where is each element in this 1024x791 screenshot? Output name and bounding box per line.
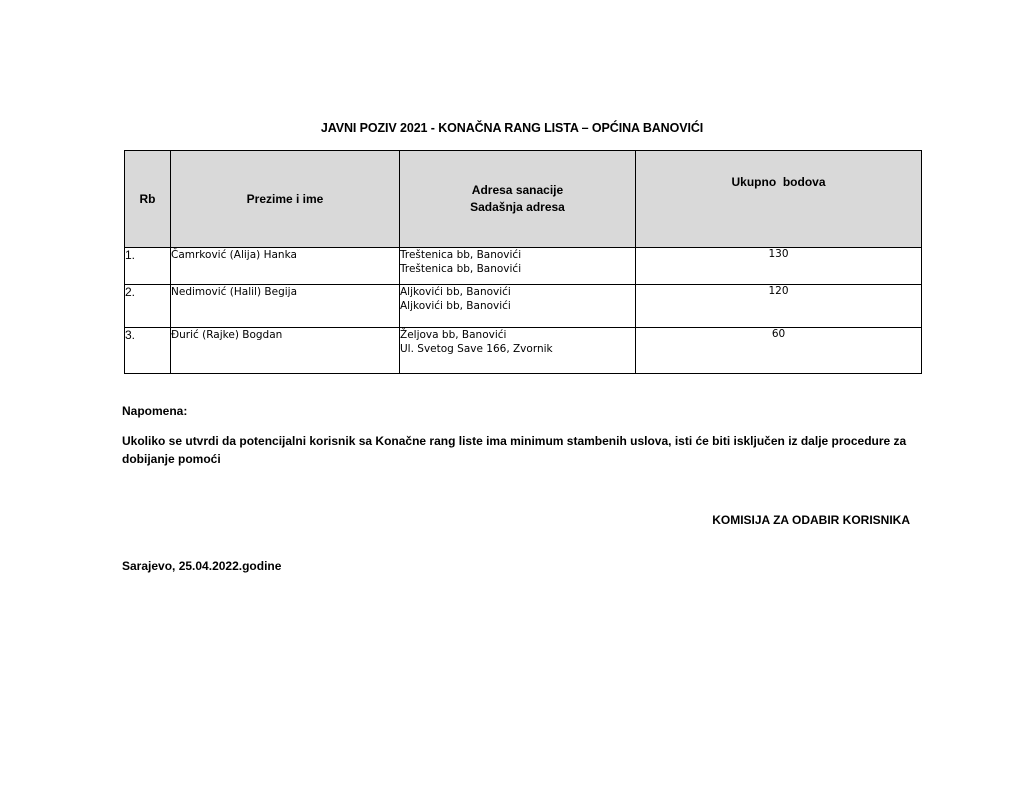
table-row [125, 328, 922, 374]
row-address [400, 328, 636, 374]
row-name: Đurić (Rajke) Bogdan [171, 328, 400, 374]
rank-list-table [124, 150, 922, 374]
note-label: Napomena: [122, 404, 188, 418]
row-name: Čamrković (Alija) Hanka [171, 248, 400, 285]
table-header-row [125, 151, 922, 248]
header-points: Ukupno bodova [636, 151, 922, 248]
row-address [400, 248, 636, 285]
header-address [400, 151, 636, 248]
row-address-renovation: Željova bb, Banovići [400, 329, 507, 341]
row-points: 60 [636, 328, 922, 374]
row-address-renovation: Treštenica bb, Banovići [400, 249, 522, 261]
header-name: Prezime i ime [171, 151, 400, 248]
row-rb: 3. [125, 328, 171, 374]
row-points: 130 [636, 248, 922, 285]
table-row [125, 285, 922, 328]
row-address-current: Ul. Svetog Save 166, Zvornik [400, 343, 553, 355]
header-rb: Rb [125, 151, 171, 248]
document-title: JAVNI POZIV 2021 - KONAČNA RANG LISTA – OPĆINA BANOVIĆI [320, 121, 704, 135]
table-row [125, 248, 922, 285]
row-points: 120 [636, 285, 922, 328]
row-address-current: Treštenica bb, Banovići [400, 263, 522, 275]
committee-signature: KOMISIJA ZA ODABIR KORISNIKA [712, 513, 910, 527]
note-text: Ukoliko se utvrdi da potencijalni korisnik sa Konačne rang liste ima minimum stambenih uslova, isti će biti isključen iz dalje procedure za dobijanje pomoći [122, 434, 907, 466]
header-address-renovation: Adresa sanacije [471, 183, 564, 197]
row-name: Nedimović (Halil) Begija [171, 285, 400, 328]
row-address-current: Aljkovići bb, Banovići [400, 300, 511, 312]
header-address-current: Sadašnja adresa [470, 200, 565, 214]
row-rb: 2. [125, 285, 171, 328]
row-rb: 1. [125, 248, 171, 285]
row-address-renovation: Aljkovići bb, Banovići [400, 286, 511, 298]
row-address [400, 285, 636, 328]
date-place: Sarajevo, 25.04.2022.godine [122, 559, 282, 573]
